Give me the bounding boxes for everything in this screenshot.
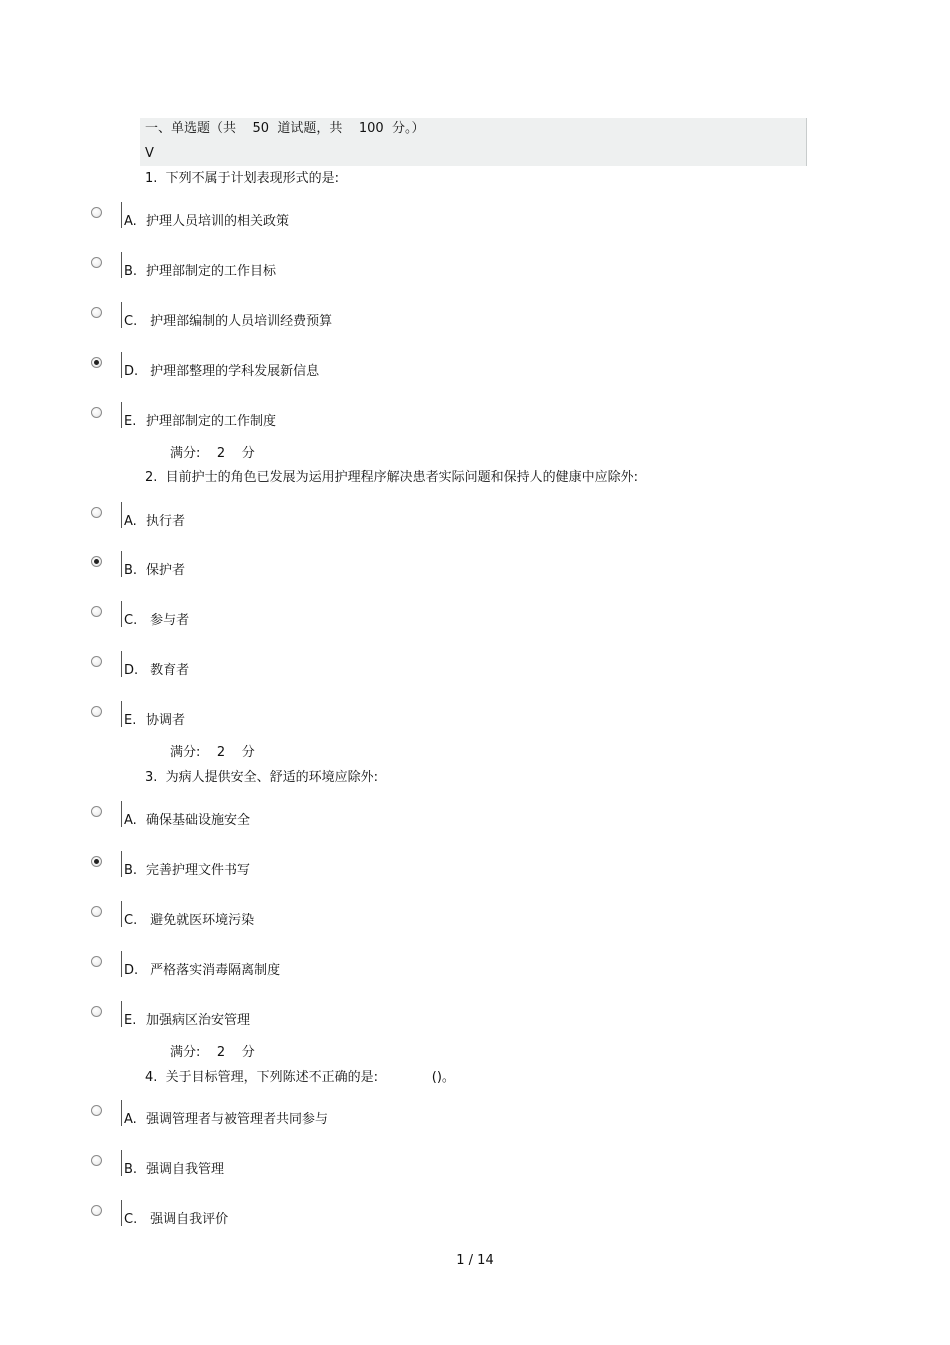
answer-option[interactable]	[124, 613, 189, 629]
option-text: 避免就医环境污染	[146, 913, 255, 928]
page-number: 1 / 14	[456, 1253, 494, 1268]
option-divider	[121, 651, 122, 677]
option-letter: D.	[124, 663, 139, 678]
answer-option[interactable]	[124, 314, 332, 330]
option-text: 护理部制定的工作制度	[146, 414, 277, 429]
option-divider	[121, 252, 122, 278]
option-text: 完善护理文件书写	[146, 863, 251, 878]
answer-radio[interactable]	[91, 1105, 102, 1116]
section-title: 一、单选题（共 50 道试题，共 100 分。）	[145, 121, 425, 136]
option-letter: E.	[124, 713, 137, 728]
option-letter: C.	[124, 613, 138, 628]
option-divider	[121, 601, 122, 627]
answer-option[interactable]	[124, 364, 319, 380]
option-text: 强调管理者与被管理者共同参与	[146, 1112, 329, 1127]
option-divider	[121, 851, 122, 877]
option-text: 教育者	[146, 663, 190, 678]
option-text: 强调自我评价	[146, 1212, 229, 1227]
question-stem: 4. 关于目标管理，下列陈述不正确的是: ()。	[145, 1070, 455, 1085]
option-text: 协调者	[146, 713, 186, 728]
answer-radio[interactable]	[91, 656, 102, 667]
option-letter: D.	[124, 963, 139, 978]
option-divider	[121, 801, 122, 827]
option-text: 护理部整理的学科发展新信息	[146, 364, 320, 379]
answer-radio[interactable]	[91, 906, 102, 917]
option-divider	[121, 1200, 122, 1226]
option-text: 执行者	[146, 514, 186, 529]
option-text: 护理部编制的人员培训经费预算	[146, 314, 333, 329]
header-divider	[806, 118, 807, 166]
option-letter: D.	[124, 364, 139, 379]
answer-radio[interactable]	[91, 207, 102, 218]
answer-option[interactable]	[124, 713, 185, 729]
answer-radio[interactable]	[91, 357, 102, 368]
option-text: 强调自我管理	[146, 1162, 225, 1177]
answer-option[interactable]	[124, 1162, 224, 1178]
answer-option[interactable]	[124, 863, 250, 879]
option-text: 保护者	[146, 563, 186, 578]
answer-option[interactable]	[124, 264, 276, 280]
option-divider	[121, 1150, 122, 1176]
option-divider	[121, 1100, 122, 1126]
option-letter: B.	[124, 563, 138, 578]
answer-option[interactable]	[124, 1013, 250, 1029]
option-text: 护理部制定的工作目标	[146, 264, 277, 279]
option-text: 加强病区治安管理	[146, 1013, 251, 1028]
answer-option[interactable]	[124, 813, 250, 829]
option-letter: C.	[124, 913, 138, 928]
question-stem: 3. 为病人提供安全、舒适的环境应除外:	[145, 770, 379, 785]
option-letter: A.	[124, 514, 137, 529]
section-mark: V	[145, 146, 154, 161]
option-text: 护理人员培训的相关政策	[146, 214, 290, 229]
option-letter: C.	[124, 1212, 138, 1227]
option-divider	[121, 1001, 122, 1027]
answer-radio[interactable]	[91, 956, 102, 967]
option-divider	[121, 202, 122, 228]
option-letter: B.	[124, 264, 138, 279]
question-stem: 2. 目前护士的角色已发展为运用护理程序解决患者实际问题和保持人的健康中应除外:	[145, 470, 639, 485]
answer-radio[interactable]	[91, 1155, 102, 1166]
answer-radio[interactable]	[91, 606, 102, 617]
option-divider	[121, 352, 122, 378]
option-letter: B.	[124, 1162, 138, 1177]
question-score: 满分: 2 分	[170, 446, 255, 461]
option-divider	[121, 701, 122, 727]
answer-option[interactable]	[124, 663, 189, 679]
option-divider	[121, 551, 122, 577]
answer-radio[interactable]	[91, 257, 102, 268]
option-text: 严格落实消毒隔离制度	[146, 963, 281, 978]
answer-radio[interactable]	[91, 706, 102, 717]
answer-option[interactable]	[124, 913, 254, 929]
option-divider	[121, 901, 122, 927]
answer-radio[interactable]	[91, 806, 102, 817]
answer-option[interactable]	[124, 1112, 328, 1128]
option-letter: A.	[124, 1112, 137, 1127]
question-stem: 1. 下列不属于计划表现形式的是:	[145, 171, 340, 186]
answer-radio[interactable]	[91, 556, 102, 567]
answer-option[interactable]	[124, 414, 276, 430]
answer-option[interactable]	[124, 514, 185, 530]
answer-option[interactable]	[124, 563, 185, 579]
answer-option[interactable]	[124, 214, 289, 230]
question-score: 满分: 2 分	[170, 745, 255, 760]
answer-radio[interactable]	[91, 307, 102, 318]
option-text: 参与者	[146, 613, 190, 628]
option-letter: A.	[124, 813, 137, 828]
option-divider	[121, 302, 122, 328]
option-letter: B.	[124, 863, 138, 878]
option-divider	[121, 502, 122, 528]
option-letter: E.	[124, 1013, 137, 1028]
option-letter: A.	[124, 214, 137, 229]
answer-option[interactable]	[124, 1212, 228, 1228]
option-letter: C.	[124, 314, 138, 329]
answer-radio[interactable]	[91, 407, 102, 418]
answer-radio[interactable]	[91, 507, 102, 518]
answer-option[interactable]	[124, 963, 280, 979]
answer-radio[interactable]	[91, 1006, 102, 1017]
option-text: 确保基础设施安全	[146, 813, 251, 828]
question-score: 满分: 2 分	[170, 1045, 255, 1060]
option-divider	[121, 951, 122, 977]
answer-radio[interactable]	[91, 1205, 102, 1216]
answer-radio[interactable]	[91, 856, 102, 867]
option-letter: E.	[124, 414, 137, 429]
option-divider	[121, 402, 122, 428]
